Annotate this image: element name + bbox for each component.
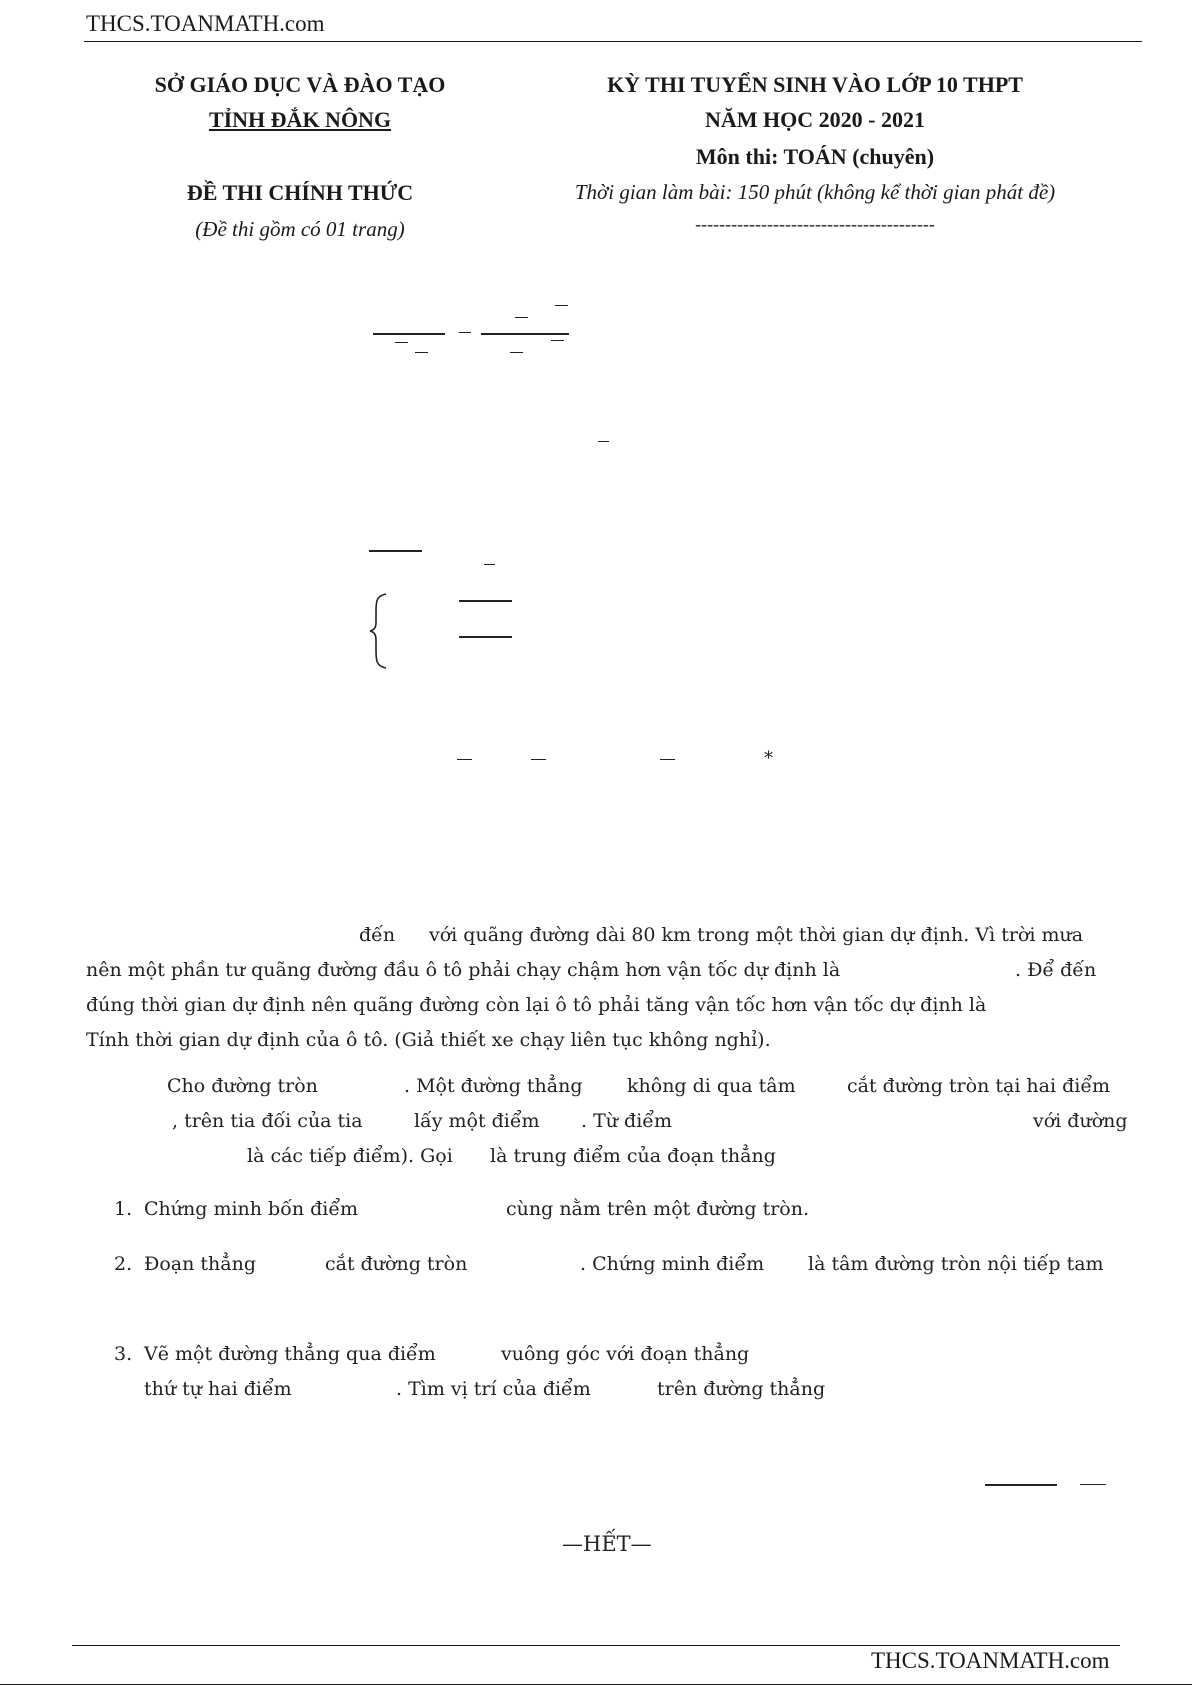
p4-line2-b: lấy một điểm (414, 1110, 540, 1132)
minus-sign-3 (531, 759, 546, 760)
item3-text-d: . Tìm vị trí của điểm (396, 1378, 591, 1400)
system-brace (368, 592, 390, 670)
p4-line1-c: không di qua tâm (627, 1075, 796, 1097)
item2-number: 2. (114, 1253, 133, 1275)
minus-sign-1 (459, 332, 471, 333)
fraction-bar-1 (373, 333, 445, 335)
item2-text-b: cắt đường tròn (325, 1253, 468, 1275)
p3-line1-den: đến (359, 924, 396, 946)
overline-mark-3 (395, 342, 408, 343)
fraction-bar-2 (481, 333, 569, 335)
p4-line2-d: với đường (1033, 1110, 1128, 1132)
time-note: Thời gian làm bài: 150 phút (không kể thời gian phát đề) (574, 180, 1056, 204)
overline-mark-4 (415, 352, 428, 353)
school-year: NĂM HỌC 2020 - 2021 (705, 107, 925, 132)
province-name: TỈNH ĐẮK NÔNG (208, 107, 392, 132)
department-name: SỞ GIÁO DỤC VÀ ĐÀO TẠO (154, 72, 446, 97)
p4-line3-a: là các tiếp điểm). Gọi (247, 1145, 453, 1167)
item1-text-b: cùng nằm trên một đường tròn. (506, 1198, 810, 1220)
minus-sign-4 (660, 759, 675, 760)
fraction-bar-5 (459, 636, 512, 638)
overline-mark-1 (555, 305, 568, 306)
end-mark: —HẾT— (562, 1532, 652, 1556)
p3-line2-b: . Để đến (1015, 959, 1097, 981)
item2-text-c: . Chứng minh điểm (580, 1253, 765, 1275)
p4-line2-a: , trên tia đối của tia (172, 1110, 363, 1132)
header-separator: ---------------------------------------- (695, 214, 935, 234)
overline-mark-7 (598, 441, 609, 442)
exam-title: KỲ THI TUYỂN SINH VÀO LỚP 10 THPT (607, 72, 1023, 97)
pages-note: (Đề thi gồm có 01 trang) (195, 217, 405, 241)
overline-mark-6 (551, 340, 564, 341)
subject-label: Môn thi: TOÁN (chuyên) (695, 144, 935, 169)
item3-text-a: Vẽ một đường thẳng qua điểm (144, 1343, 436, 1365)
star-mark: * (764, 748, 773, 769)
item3-text-e: trên đường thẳng (657, 1378, 826, 1400)
item1-text-a: Chứng minh bốn điểm (144, 1198, 359, 1220)
item1-number: 1. (114, 1198, 133, 1220)
item3-number: 3. (114, 1343, 133, 1365)
site-footer-label: THCS.TOANMATH.com (871, 1648, 1110, 1673)
official-exam-label: ĐỀ THI CHÍNH THỨC (186, 180, 414, 205)
fraction-bar-4 (459, 600, 512, 602)
p4-line1-a: Cho đường tròn (167, 1075, 318, 1097)
p3-line4: Tính thời gian dự định của ô tô. (Giả thiết xe chạy liên tục không nghỉ). (86, 1029, 771, 1051)
minus-sign-5 (1080, 1484, 1106, 1485)
overline-mark-5 (510, 352, 523, 353)
minus-sign-2 (457, 759, 472, 760)
top-rule (84, 41, 1142, 42)
p4-line1-b: . Một đường thẳng (404, 1075, 583, 1097)
overline-mark-8 (484, 564, 495, 565)
p4-line1-d: cắt đường tròn tại hai điểm (847, 1075, 1111, 1097)
item3-text-c: thứ tự hai điểm (144, 1378, 292, 1400)
fraction-bar-3 (369, 550, 422, 552)
p3-line1-rest: với quãng đường dài 80 km trong một thời gian dự định. Vì trời mưa (429, 924, 1084, 946)
item3-text-b: vuông góc với đoạn thẳng (501, 1343, 750, 1365)
p3-line2-a: nên một phần tư quãng đường đầu ô tô phải chạy chậm hơn vận tốc dự định là (86, 959, 841, 981)
item2-text-a: Đoạn thẳng (144, 1253, 256, 1275)
site-header-label: THCS.TOANMATH.com (86, 11, 325, 36)
overline-mark-2 (515, 317, 528, 318)
p4-line3-b: là trung điểm của đoạn thẳng (490, 1145, 776, 1167)
p4-line2-c: . Từ điểm (581, 1110, 672, 1132)
item2-text-d: là tâm đường tròn nội tiếp tam (808, 1253, 1104, 1275)
p3-line3: đúng thời gian dự định nên quãng đường còn lại ô tô phải tăng vận tốc hơn vận tốc dự định là (86, 994, 987, 1016)
fraction-bar-6 (985, 1484, 1057, 1486)
bottom-rule (72, 1645, 1120, 1646)
